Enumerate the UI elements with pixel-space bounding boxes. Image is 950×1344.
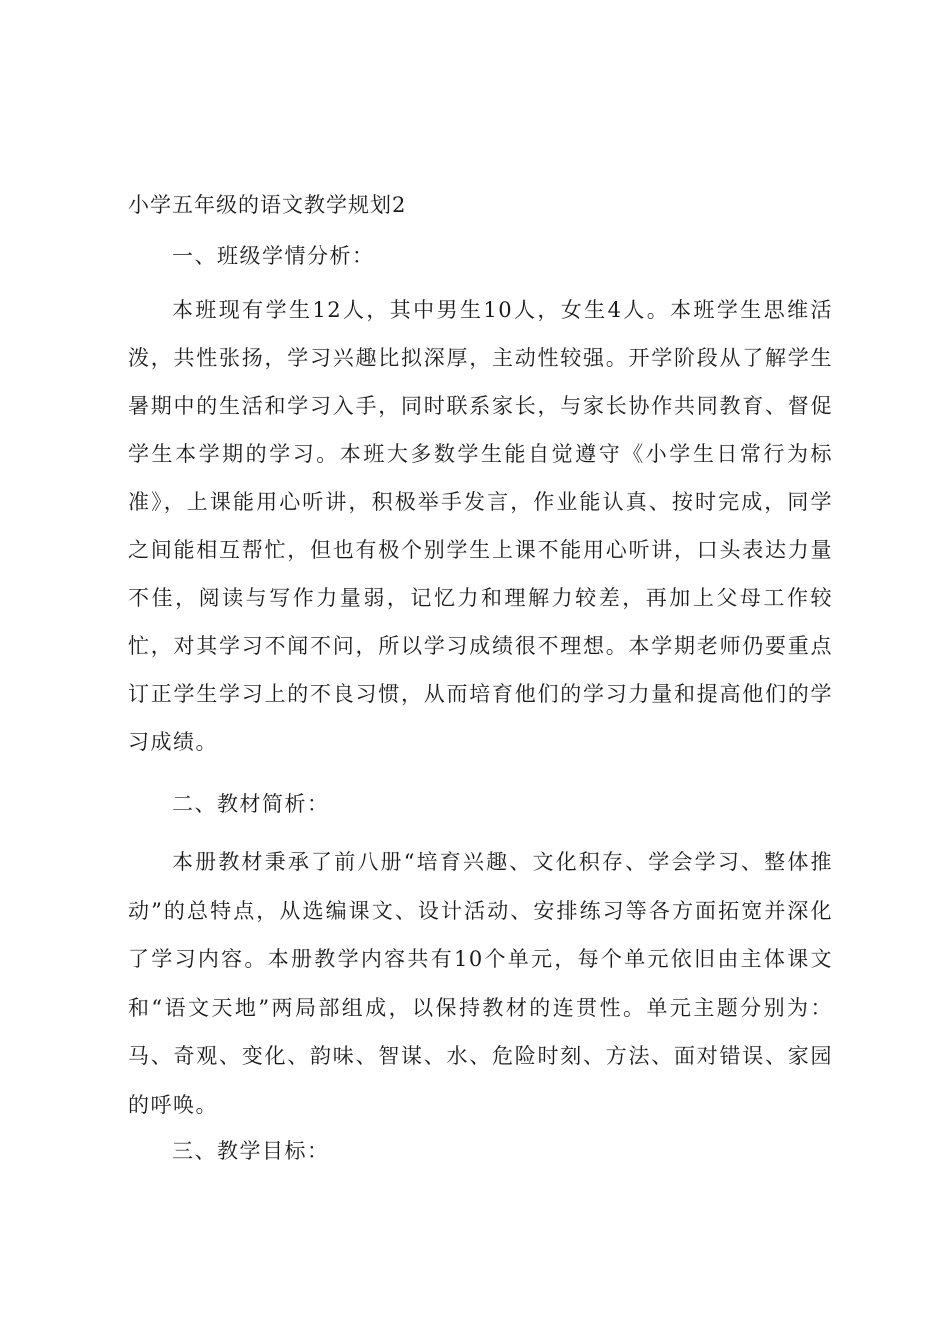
document-title: 小学五年级的语文教学规划2 [128,193,407,217]
section-heading-class-analysis: 一、班级学情分析： [172,244,375,268]
paragraph-textbook-analysis: 本册教材秉承了前八册“培育兴趣、文化积存、学会学习、整体推动”的总特点，从选编课文、设计活动、安排练习等各方面拓宽并深化了学习内容。本册教学内容共有10个单元，每个单元依旧由主体课文和“语文天地”两局部组成，以保持教材的连贯性。单元主题分别为：马、奇观、变化、韵味、智谋、水、危险时刻、方法、面对错误、家园的呼唤。 [128,850,833,1117]
paragraph-class-analysis: 本班现有学生12人，其中男生10人，女生4人。本班学生思维活泼，共性张扬，学习兴趣比拟深厚，主动性较强。开学阶段从了解学生暑期中的生活和学习入手，同时联系家长，与家长协作共同教育、督促学生本学期的学习。本班大多数学生能自觉遵守《小学生日常行为标准》，上课能用心听讲，积极举手发言，作业能认真、按时完成，同学之间能相互帮忙，但也有极个别学生上课不能用心听讲，口头表达力量不佳，阅读与写作力量弱，记忆力和理解力较差，再加上父母工作较忙，对其学习不闻不问，所以学习成绩很不理想。本学期老师仍要重点订正学生学习上的不良习惯，从而培育他们的学习力量和提高他们的学习成绩。 [128,298,833,754]
section-heading-textbook-analysis: 二、教材简析： [172,792,330,816]
section-heading-teaching-goals: 三、教学目标： [172,1139,330,1163]
